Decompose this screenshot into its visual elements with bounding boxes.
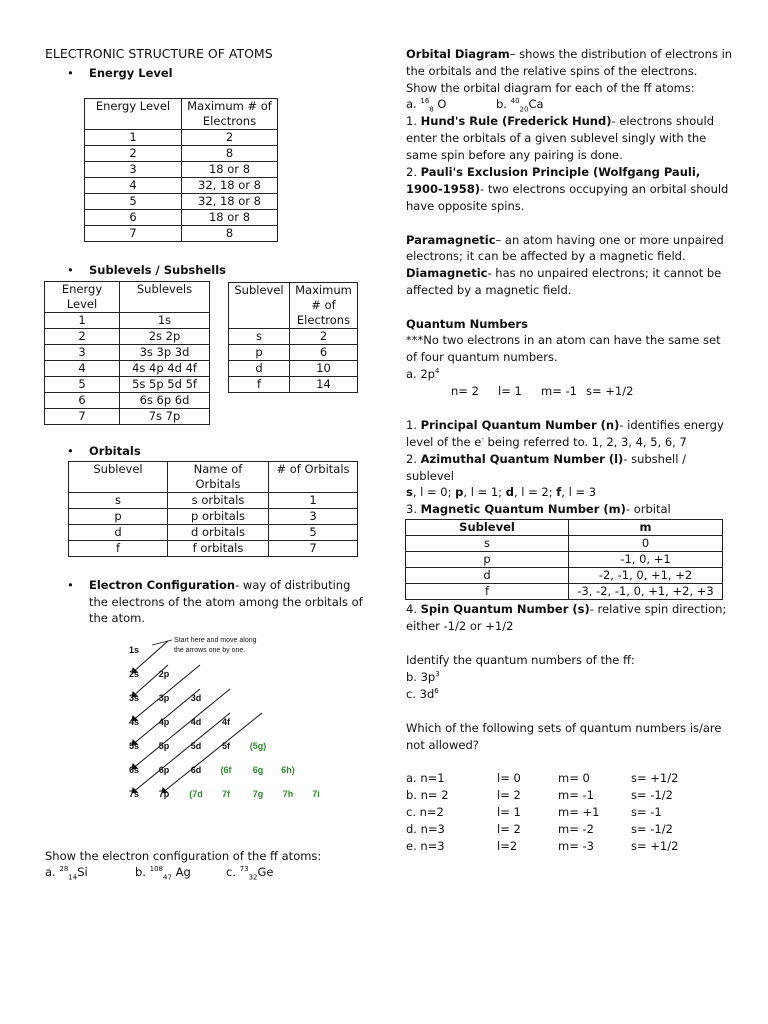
diamagnetic-line2: affected by a magnetic field. [406, 283, 572, 297]
show-config-atom-c: c. $^{73}_{32}$Ge [226, 865, 274, 882]
table-cell: -3, -2, -1, 0, +1, +2, +3 [569, 584, 723, 600]
table-row [85, 146, 278, 162]
table-cell: 1 [85, 130, 182, 146]
show-config-atom-a: a. $^{28}_{14}$Si [45, 865, 88, 882]
table-cell: 1 [269, 493, 358, 509]
table-cell: 3 [85, 162, 182, 178]
orbital-label: 5d [190, 741, 202, 751]
orbital-label: (6f [220, 765, 232, 775]
azimuthal-values: s, l = 0; p, l = 1; d, l = 2; f, l = 3 [406, 485, 597, 499]
qn-set-cell: s= -1/2 [631, 822, 673, 836]
table-cell: 2 [182, 130, 278, 146]
orbital-label: 5s [128, 741, 140, 751]
table-cell: 5 [85, 194, 182, 210]
table-cell: 5s 5p 5d 5f [120, 377, 210, 393]
table-cell: 2 [85, 146, 182, 162]
azimuthal-qn: 2. Azimuthal Quantum Number (l)- subshell / [406, 452, 686, 466]
orbital-diagram-atom-a: a. $^{16}_8$ O [406, 97, 447, 114]
table-header: Energy Level [85, 99, 182, 130]
orbital-label: 7p [158, 789, 170, 799]
table-row [45, 409, 210, 425]
qn-set-cell: m= +1 [558, 805, 600, 819]
magnetic-qn-table [405, 519, 723, 600]
table-cell: 7 [45, 409, 120, 425]
table-cell: 0 [569, 536, 723, 552]
table-row [45, 329, 210, 345]
pauli-principle: 2. Pauli's Exclusion Principle (Wolfgang Pauli, [406, 165, 701, 179]
orbital-label: 3p [158, 693, 170, 703]
sublevel-electrons-table [228, 282, 358, 393]
orbital-label: 6p [158, 765, 170, 775]
table-cell: d orbitals [168, 525, 269, 541]
sublevels-heading: • Sublevels / Subshells [89, 263, 226, 277]
orbital-diagram-atom-b: b. $^{40}_{20}$Ca [496, 97, 544, 114]
table-cell: 8 [182, 226, 278, 242]
quantum-numbers-note-line2: of four quantum numbers. [406, 350, 558, 364]
table-row [85, 210, 278, 226]
table-cell: p [69, 509, 168, 525]
orbital-label: 1s [128, 645, 140, 655]
table-row [69, 525, 358, 541]
qn-set-cell: l= 1 [497, 805, 521, 819]
table-row [45, 393, 210, 409]
pauli-principle-line3: have opposite spins. [406, 199, 525, 213]
table-cell: 2 [290, 329, 358, 345]
table-cell: 6 [290, 345, 358, 361]
table-row [406, 536, 723, 552]
orbital-label: 4s [128, 717, 140, 727]
table-header: Energy Level [45, 282, 120, 313]
show-config-atom-b: b. $^{108}_{47}$ Ag [135, 865, 191, 882]
energy-level-heading: • Energy Level [89, 66, 173, 80]
qn-set-cell: l=2 [497, 839, 518, 853]
table-cell: 7 [269, 541, 358, 557]
table-row [229, 329, 358, 345]
energy-level-table [84, 98, 278, 242]
orbital-label: 5f [221, 741, 231, 751]
table-row [45, 313, 210, 329]
qn-set-cell: s= +1/2 [631, 839, 679, 853]
table-cell: 5 [269, 525, 358, 541]
table-cell: d [406, 568, 569, 584]
table-row [85, 162, 278, 178]
orbital-label: 7f [221, 789, 231, 799]
table-cell: 32, 18 or 8 [182, 178, 278, 194]
table-cell: d [229, 361, 290, 377]
table-cell: s [406, 536, 569, 552]
spin-qn-line2: either -1/2 or +1/2 [406, 619, 514, 633]
diagram-note-line2: the arrows one by one. [174, 647, 246, 654]
orbital-label: 7h [282, 789, 294, 799]
hunds-rule-line3: same spin before any pairing is done. [406, 148, 623, 162]
table-header: Sublevel [406, 520, 569, 536]
orbital-label: 7s [128, 789, 140, 799]
quantum-numbers-note: ***No two electrons in an atom can have the same set [406, 333, 721, 347]
identify-item-c: c. $3d^6$ [406, 687, 439, 701]
table-cell: 7s 7p [120, 409, 210, 425]
table-cell: f orbitals [168, 541, 269, 557]
hunds-rule: 1. Hund's Rule (Frederick Hund)- electrons should [406, 114, 715, 128]
qn-set-cell: m= -1 [558, 788, 594, 802]
qn-set-cell: l= 2 [497, 822, 521, 836]
table-header: Maximum # of Electrons [290, 283, 358, 329]
qn-set-cell: b. n= 2 [406, 788, 449, 802]
orbital-diagram-line3: Show the orbital diagram for each of the ff atoms: [406, 81, 695, 95]
qn-set-cell: s= -1 [631, 805, 662, 819]
table-cell: 5 [45, 377, 120, 393]
table-cell: 14 [290, 377, 358, 393]
table-cell: 8 [182, 146, 278, 162]
table-cell: 7 [85, 226, 182, 242]
orbital-label: 4p [158, 717, 170, 727]
table-cell: 4 [85, 178, 182, 194]
page-title: ELECTRONIC STRUCTURE OF ATOMS [45, 46, 273, 61]
orbital-diagram-line2: the orbitals and the relative spins of the electrons. [406, 64, 698, 78]
aufbau-diagram [112, 633, 332, 833]
table-cell: f [69, 541, 168, 557]
paramagnetic-definition: Paramagnetic– an atom having one or more unpaired [406, 233, 724, 247]
orbital-label: 5p [158, 741, 170, 751]
table-cell: s [229, 329, 290, 345]
qn-example-label: a. $2p^4$ [406, 367, 440, 381]
table-cell: 1 [45, 313, 120, 329]
sublevel-letter: s [406, 485, 413, 499]
table-cell: 2s 2p [120, 329, 210, 345]
orbital-label: 3s [128, 693, 140, 703]
principal-qn: 1. Principal Quantum Number (n)- identifies energy [406, 418, 724, 432]
orbital-label: (5g) [249, 741, 267, 751]
identify-item-b: b. $3p^3$ [406, 670, 440, 684]
aufbau-arrow [132, 713, 230, 793]
orbital-label: 7g [252, 789, 264, 799]
sublevel-letter: p [455, 485, 464, 499]
table-row [406, 584, 723, 600]
table-row [229, 345, 358, 361]
qn-set-cell: c. n=2 [406, 805, 444, 819]
table-row [229, 377, 358, 393]
table-cell: 4 [45, 361, 120, 377]
table-header: Sublevels [120, 282, 210, 313]
orbital-label: 6s [128, 765, 140, 775]
table-row [69, 541, 358, 557]
qn-set-cell: m= 0 [558, 771, 590, 785]
qn-set-cell: l= 2 [497, 788, 521, 802]
table-row [69, 509, 358, 525]
show-config-prompt: Show the electron configuration of the ff atoms: [45, 849, 322, 863]
table-row [69, 493, 358, 509]
table-cell: 10 [290, 361, 358, 377]
hunds-rule-line2: enter the orbitals of a given sublevel singly with the [406, 131, 707, 145]
table-row [45, 345, 210, 361]
table-cell: 3s 3p 3d [120, 345, 210, 361]
table-cell: s [69, 493, 168, 509]
orbital-diagram-line1: Orbital Diagram– shows the distribution of electrons in [406, 47, 733, 61]
table-cell: 3 [45, 345, 120, 361]
paramagnetic-line2: electrons; it can be affected by a magnetic field. [406, 249, 686, 263]
orbital-label: 6d [190, 765, 202, 775]
table-cell: 6s 6p 6d [120, 393, 210, 409]
azimuthal-qn-line2: sublevel [406, 469, 454, 483]
identify-prompt: Identify the quantum numbers of the ff: [406, 653, 635, 667]
orbital-label: 2s [128, 669, 140, 679]
orbital-label: 6h) [281, 765, 295, 775]
table-cell: p [406, 552, 569, 568]
aufbau-arrow [132, 689, 230, 769]
table-header: Name of Orbitals [168, 462, 269, 493]
orbital-label: 4d [190, 717, 202, 727]
orbitals-heading: • Orbitals [89, 444, 141, 458]
orbital-label: 6g [252, 765, 264, 775]
table-cell: 4s 4p 4d 4f [120, 361, 210, 377]
table-row [85, 194, 278, 210]
table-header: Maximum # of Electrons [182, 99, 278, 130]
aufbau-arrow [162, 713, 262, 793]
which-prompt-line2: not allowed? [406, 738, 479, 752]
table-cell: s orbitals [168, 493, 269, 509]
table-cell: 18 or 8 [182, 162, 278, 178]
sublevels-table [44, 281, 210, 425]
pauli-principle-line2: 1900-1958)- two electrons occupying an orbital should [406, 182, 729, 196]
orbital-label: 7i [312, 789, 320, 799]
diagram-note-line1: Start here and move along [174, 637, 257, 644]
qn-set-cell: a. n=1 [406, 771, 445, 785]
table-header: Sublevel [69, 462, 168, 493]
table-cell: 1s [120, 313, 210, 329]
magnetic-qn: 3. Magnetic Quantum Number (m)- orbital [406, 502, 671, 516]
table-row [406, 552, 723, 568]
electron-configuration-definition: • Electron Configuration- way of distributing the electrons of the atom among the orbitals of the atom. [67, 578, 363, 626]
sublevel-letter: f [556, 485, 562, 499]
table-row [229, 361, 358, 377]
orbital-label: 3d [190, 693, 202, 703]
table-row [85, 130, 278, 146]
qn-set-cell: m= -2 [558, 822, 594, 836]
table-cell: 6 [85, 210, 182, 226]
table-row [45, 361, 210, 377]
electron-configuration-term: Electron Configuration [89, 578, 236, 592]
orbital-label: 4f [221, 717, 231, 727]
table-cell: 32, 18 or 8 [182, 194, 278, 210]
qn-set-cell: e. n=3 [406, 839, 445, 853]
qn-set-cell: m= -3 [558, 839, 594, 853]
table-cell: 18 or 8 [182, 210, 278, 226]
table-header: # of Orbitals [269, 462, 358, 493]
principal-qn-line2: level of the e- being referred to. 1, 2, 3, 4, 5, 6, 7 [406, 435, 687, 449]
table-row [85, 178, 278, 194]
sublevel-letter: d [505, 485, 514, 499]
table-header: m [569, 520, 723, 536]
quantum-numbers-heading: Quantum Numbers [406, 317, 528, 331]
table-cell: 6 [45, 393, 120, 409]
table-cell: -1, 0, +1 [569, 552, 723, 568]
qn-set-cell: d. n=3 [406, 822, 445, 836]
qn-set-cell: s= -1/2 [631, 788, 673, 802]
orbital-label: 2p [158, 669, 170, 679]
table-cell: d [69, 525, 168, 541]
table-cell: f [406, 584, 569, 600]
table-row [406, 568, 723, 584]
qn-set-cell: l= 0 [497, 771, 521, 785]
table-row [45, 377, 210, 393]
table-cell: p [229, 345, 290, 361]
table-row [85, 226, 278, 242]
which-prompt: Which of the following sets of quantum numbers is/are [406, 721, 722, 735]
orbitals-table [68, 461, 358, 557]
table-cell: p orbitals [168, 509, 269, 525]
table-cell: 2 [45, 329, 120, 345]
table-cell: -2, -1, 0, +1, +2 [569, 568, 723, 584]
note-pointer [152, 640, 172, 645]
diamagnetic-definition: Diamagnetic- has no unpaired electrons; it cannot be [406, 266, 722, 280]
table-header: Sublevel [229, 283, 290, 329]
table-cell: 3 [269, 509, 358, 525]
orbital-label: (7d [189, 789, 203, 799]
table-cell: f [229, 377, 290, 393]
spin-qn: 4. Spin Quantum Number (s)- relative spin direction; [406, 602, 727, 616]
qn-set-cell: s= +1/2 [631, 771, 679, 785]
